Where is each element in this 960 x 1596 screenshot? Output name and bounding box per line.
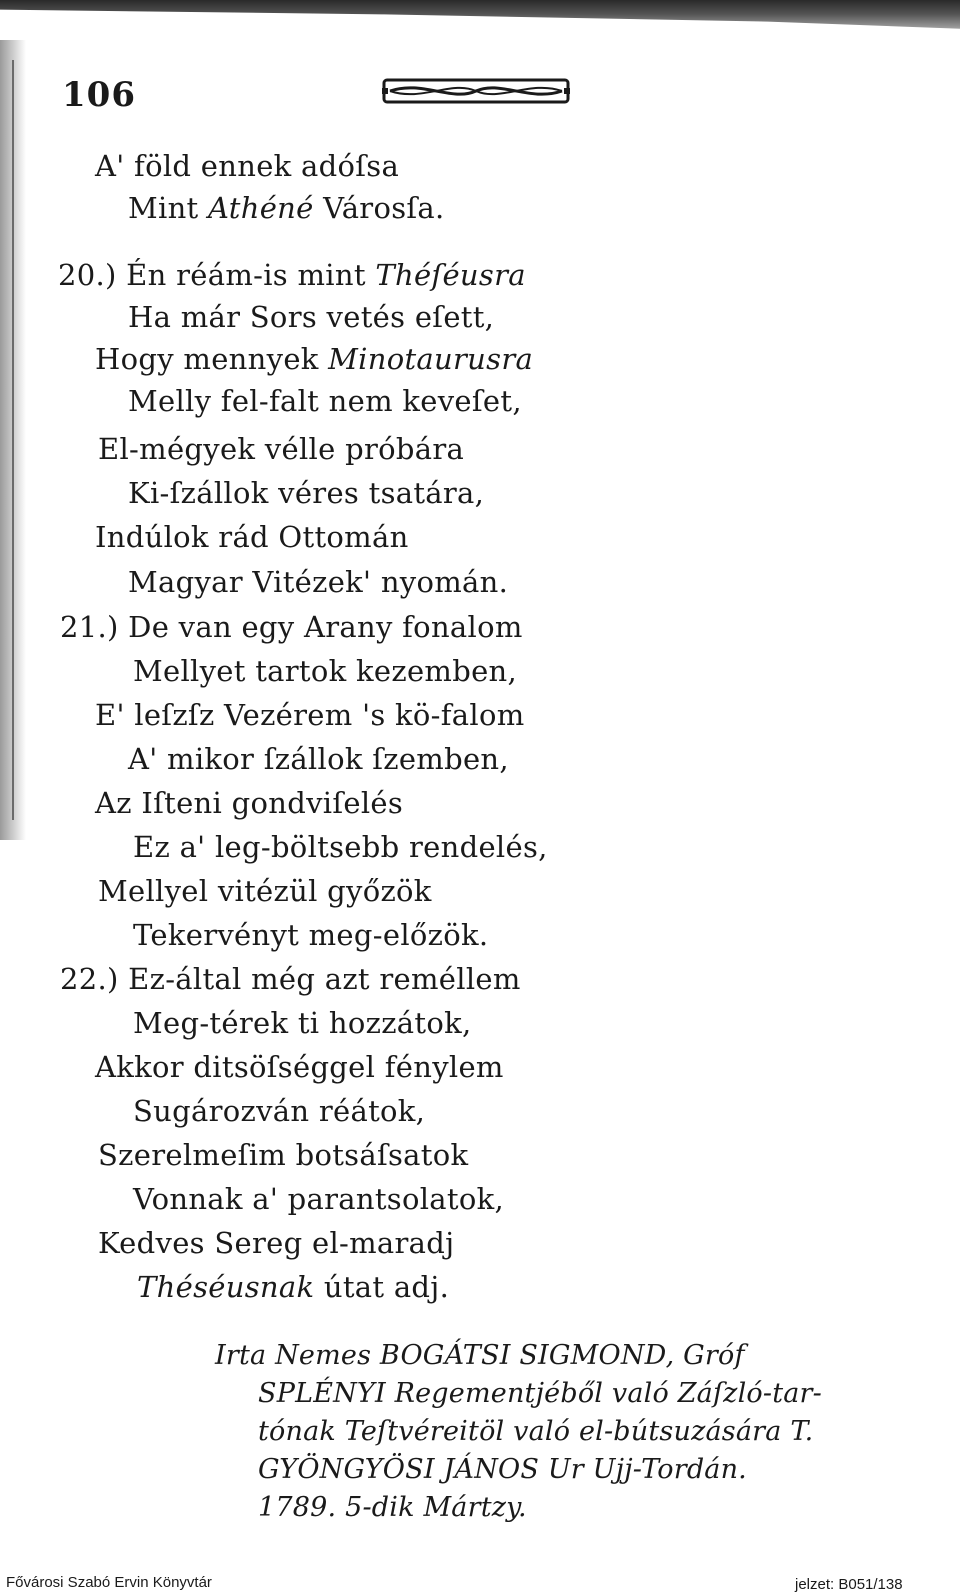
- italic-word: Théſéusra: [375, 258, 526, 292]
- poem-line: Hogy mennyek Minotaurusra: [95, 342, 534, 376]
- poem-line: A' mikor ſzállok ſzemben,: [128, 742, 509, 776]
- header-ornament-icon: [382, 76, 570, 106]
- poem-line: Ha már Sors vetés eſett,: [128, 300, 495, 334]
- page-number: 106: [62, 75, 136, 115]
- poem-line: Magyar Vitézek' nyomán.: [128, 565, 509, 599]
- poem-line: Vonnak a' parantsolatok,: [133, 1182, 505, 1216]
- poem-line: Ez a' leg-böltsebb rendelés,: [133, 830, 548, 864]
- poem-line: 22.) Ez-által még azt reméllem: [60, 962, 521, 996]
- shelfmark: jelzet: B051/138: [795, 1576, 903, 1593]
- poem-line: Indúlok rád Ottomán: [95, 520, 409, 554]
- scan-top-shadow: [0, 0, 960, 48]
- poem-line: Tekervényt meg-előzök.: [133, 918, 489, 952]
- poem-line: Théséusnak útat adj.: [137, 1270, 450, 1304]
- poem-line: Mint Athéné Városſa.: [128, 191, 445, 225]
- italic-word: Théséusnak: [137, 1270, 315, 1304]
- poem-line: Az Iſteni gondviſelés: [95, 786, 404, 820]
- poem-line: Sugározván réátok,: [133, 1094, 426, 1128]
- poem-line: El-mégyek vélle próbára: [98, 432, 465, 466]
- poem-line: Akkor ditsöſséggel fénylem: [95, 1050, 504, 1084]
- poem-line: Ki-ſzállok véres tsatára,: [128, 476, 485, 510]
- italic-word: Athéné: [208, 191, 314, 225]
- signature-line: 1789. 5-dik Mártzy.: [258, 1492, 527, 1523]
- poem-line: Mellyet tartok kezemben,: [133, 654, 518, 688]
- poem-line: 20.) Én réám-is mint Théſéusra: [58, 258, 526, 292]
- poem-line: Szerelmeſim botsáſsatok: [98, 1138, 469, 1172]
- poem-line: Mellyel vitézül győzök: [98, 874, 432, 908]
- signature-line: Irta Nemes BOGÁTSI SIGMOND, Gróf: [215, 1340, 745, 1371]
- poem-line: Melly fel-falt nem keveſet,: [128, 384, 522, 418]
- poem-line: Kedves Sereg el-maradj: [98, 1226, 455, 1260]
- italic-word: Minotaurusra: [328, 342, 534, 376]
- poem-line: A' föld ennek adóſsa: [95, 149, 400, 183]
- signature-line: tónak Teſtvéreitöl való el-bútsuzására T.: [258, 1416, 814, 1447]
- poem-line: Meg-térek ti hozzátok,: [133, 1006, 472, 1040]
- signature-line: SPLÉNYI Regementjéből való Záſzló-tar-: [258, 1378, 822, 1409]
- poem-line: E' leſzſz Vezérem 's kö-falom: [95, 698, 525, 732]
- scan-binding-line: [12, 60, 14, 820]
- poem-line: 21.) De van egy Arany fonalom: [60, 610, 523, 644]
- signature-line: GYÖNGYÖSI JÁNOS Ur Ujj-Tordán.: [258, 1454, 747, 1485]
- library-credit: Fővárosi Szabó Ervin Könyvtár: [6, 1574, 212, 1591]
